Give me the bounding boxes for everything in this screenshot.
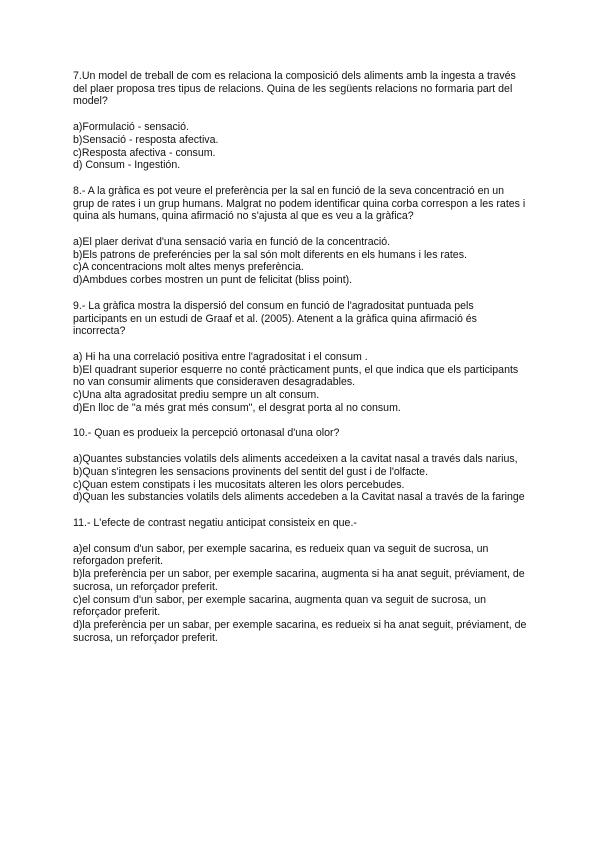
answer-option-c: c)Quan estem constipats i les mucositats alteren les olors percebudes. (73, 478, 405, 491)
answer-option-b: b)Sensació - resposta afectiva. (73, 133, 219, 146)
question-10 (73, 427, 528, 504)
answer-option-d: d)Ambdues corbes mostren un punt de felicitat (bliss point). (73, 274, 353, 287)
answer-option-b: b)Els patrons de preferéncies per la sal són molt diferents en els humans i les rates. (73, 248, 467, 261)
answer-option-c: c)el consum d'un sabor, per exemple sacarina, augmenta quan va seguit de sucrosa, un reforçador preferit. (73, 593, 487, 619)
answer-options (73, 543, 528, 645)
answer-option-a: a)el consum d'un sabor, per exemple sacarina, es redueix quan va seguit de sucrosa, un reforgadon preferit. (73, 542, 489, 568)
answer-option-a: a)Quantes substancies volatils dels aliments accedeixen a la cavitat nasal a través dals narius, (73, 453, 518, 466)
question-9 (73, 300, 528, 415)
question-7 (73, 70, 528, 172)
answer-option-a: a) Hi ha una correlació positiva entre l'agradositat i el consum . (73, 350, 368, 363)
question-8 (73, 185, 528, 287)
question-stem: 10.- Quan es produeix la percepció ortonasal d'una olor? (73, 427, 340, 440)
answer-option-d: d)la preferència per un sabar, per exemple sacarina, es redueix si ha anat seguit, préviament, de sucrosa, un reforçador preferit. (73, 618, 527, 644)
answer-option-c: c)A concentracions molt altes menys preferència. (73, 261, 304, 274)
answer-options (73, 453, 528, 504)
answer-option-c: c)Resposta afectiva - consum. (73, 146, 216, 159)
question-11 (73, 517, 528, 644)
answer-option-b: b)El quadrant superior esquerre no conté pràcticament punts, el que indica que els participants no van consumir aliments que consideraven desagradables. (73, 363, 519, 389)
answer-option-b: b)la preferència per un sabor, per exemple sacarina, augmenta si ha anat seguit, préviament, de sucrosa, un reforçador preferit. (73, 568, 525, 593)
answer-options (73, 351, 528, 415)
question-stem: 9.- La gràfica mostra la dispersió del consum en funció de l'agradositat puntuada pels participants en un estudi de Graaf et al. (2005). Atenent a la gràfica quina afirmació és incorrecta? (73, 299, 477, 338)
answer-options (73, 121, 528, 172)
answer-option-d: d)Quan les substancies volatils dels aliments accedeben a la Cavitat nasal a través de la faringe (73, 491, 525, 504)
answer-option-c: c)Una alta agradositat prediu sempre un alt consum. (73, 389, 320, 402)
question-stem: 7.Un model de treball de com es relaciona la composició dels aliments amb la ingesta a través del plaer proposa tres tipus de relacions. Quina de les següents relacions no formaria part del model? (73, 70, 516, 108)
answer-options (73, 236, 528, 287)
answer-option-d: d) Consum - Ingestión. (73, 159, 181, 172)
answer-option-b: b)Quan s'integren les sensacions provinents del sentit del gust i de l'olfacte. (73, 465, 429, 478)
exam-page (73, 70, 528, 644)
answer-option-a: a)El plaer derivat d'una sensació varia en funció de la concentració. (73, 236, 391, 249)
answer-option-a: a)Formulació - sensació. (73, 121, 189, 134)
question-stem: 8.- A la gràfica es pot veure el preferència per la sal en funció de la seva concentració en un grup de rates i un grup humans. Malgrat no podem identificar quina corba correspon a les rates i quina als humans, quina afirmació no s'ajusta al que es veu a la gràfica? (73, 184, 526, 223)
answer-option-d: d)En lloc de "a més grat més consum", el desgrat porta al no consum. (73, 401, 401, 414)
question-stem: 11.- L'efecte de contrast negatiu anticipat consisteix en que.- (73, 516, 357, 529)
